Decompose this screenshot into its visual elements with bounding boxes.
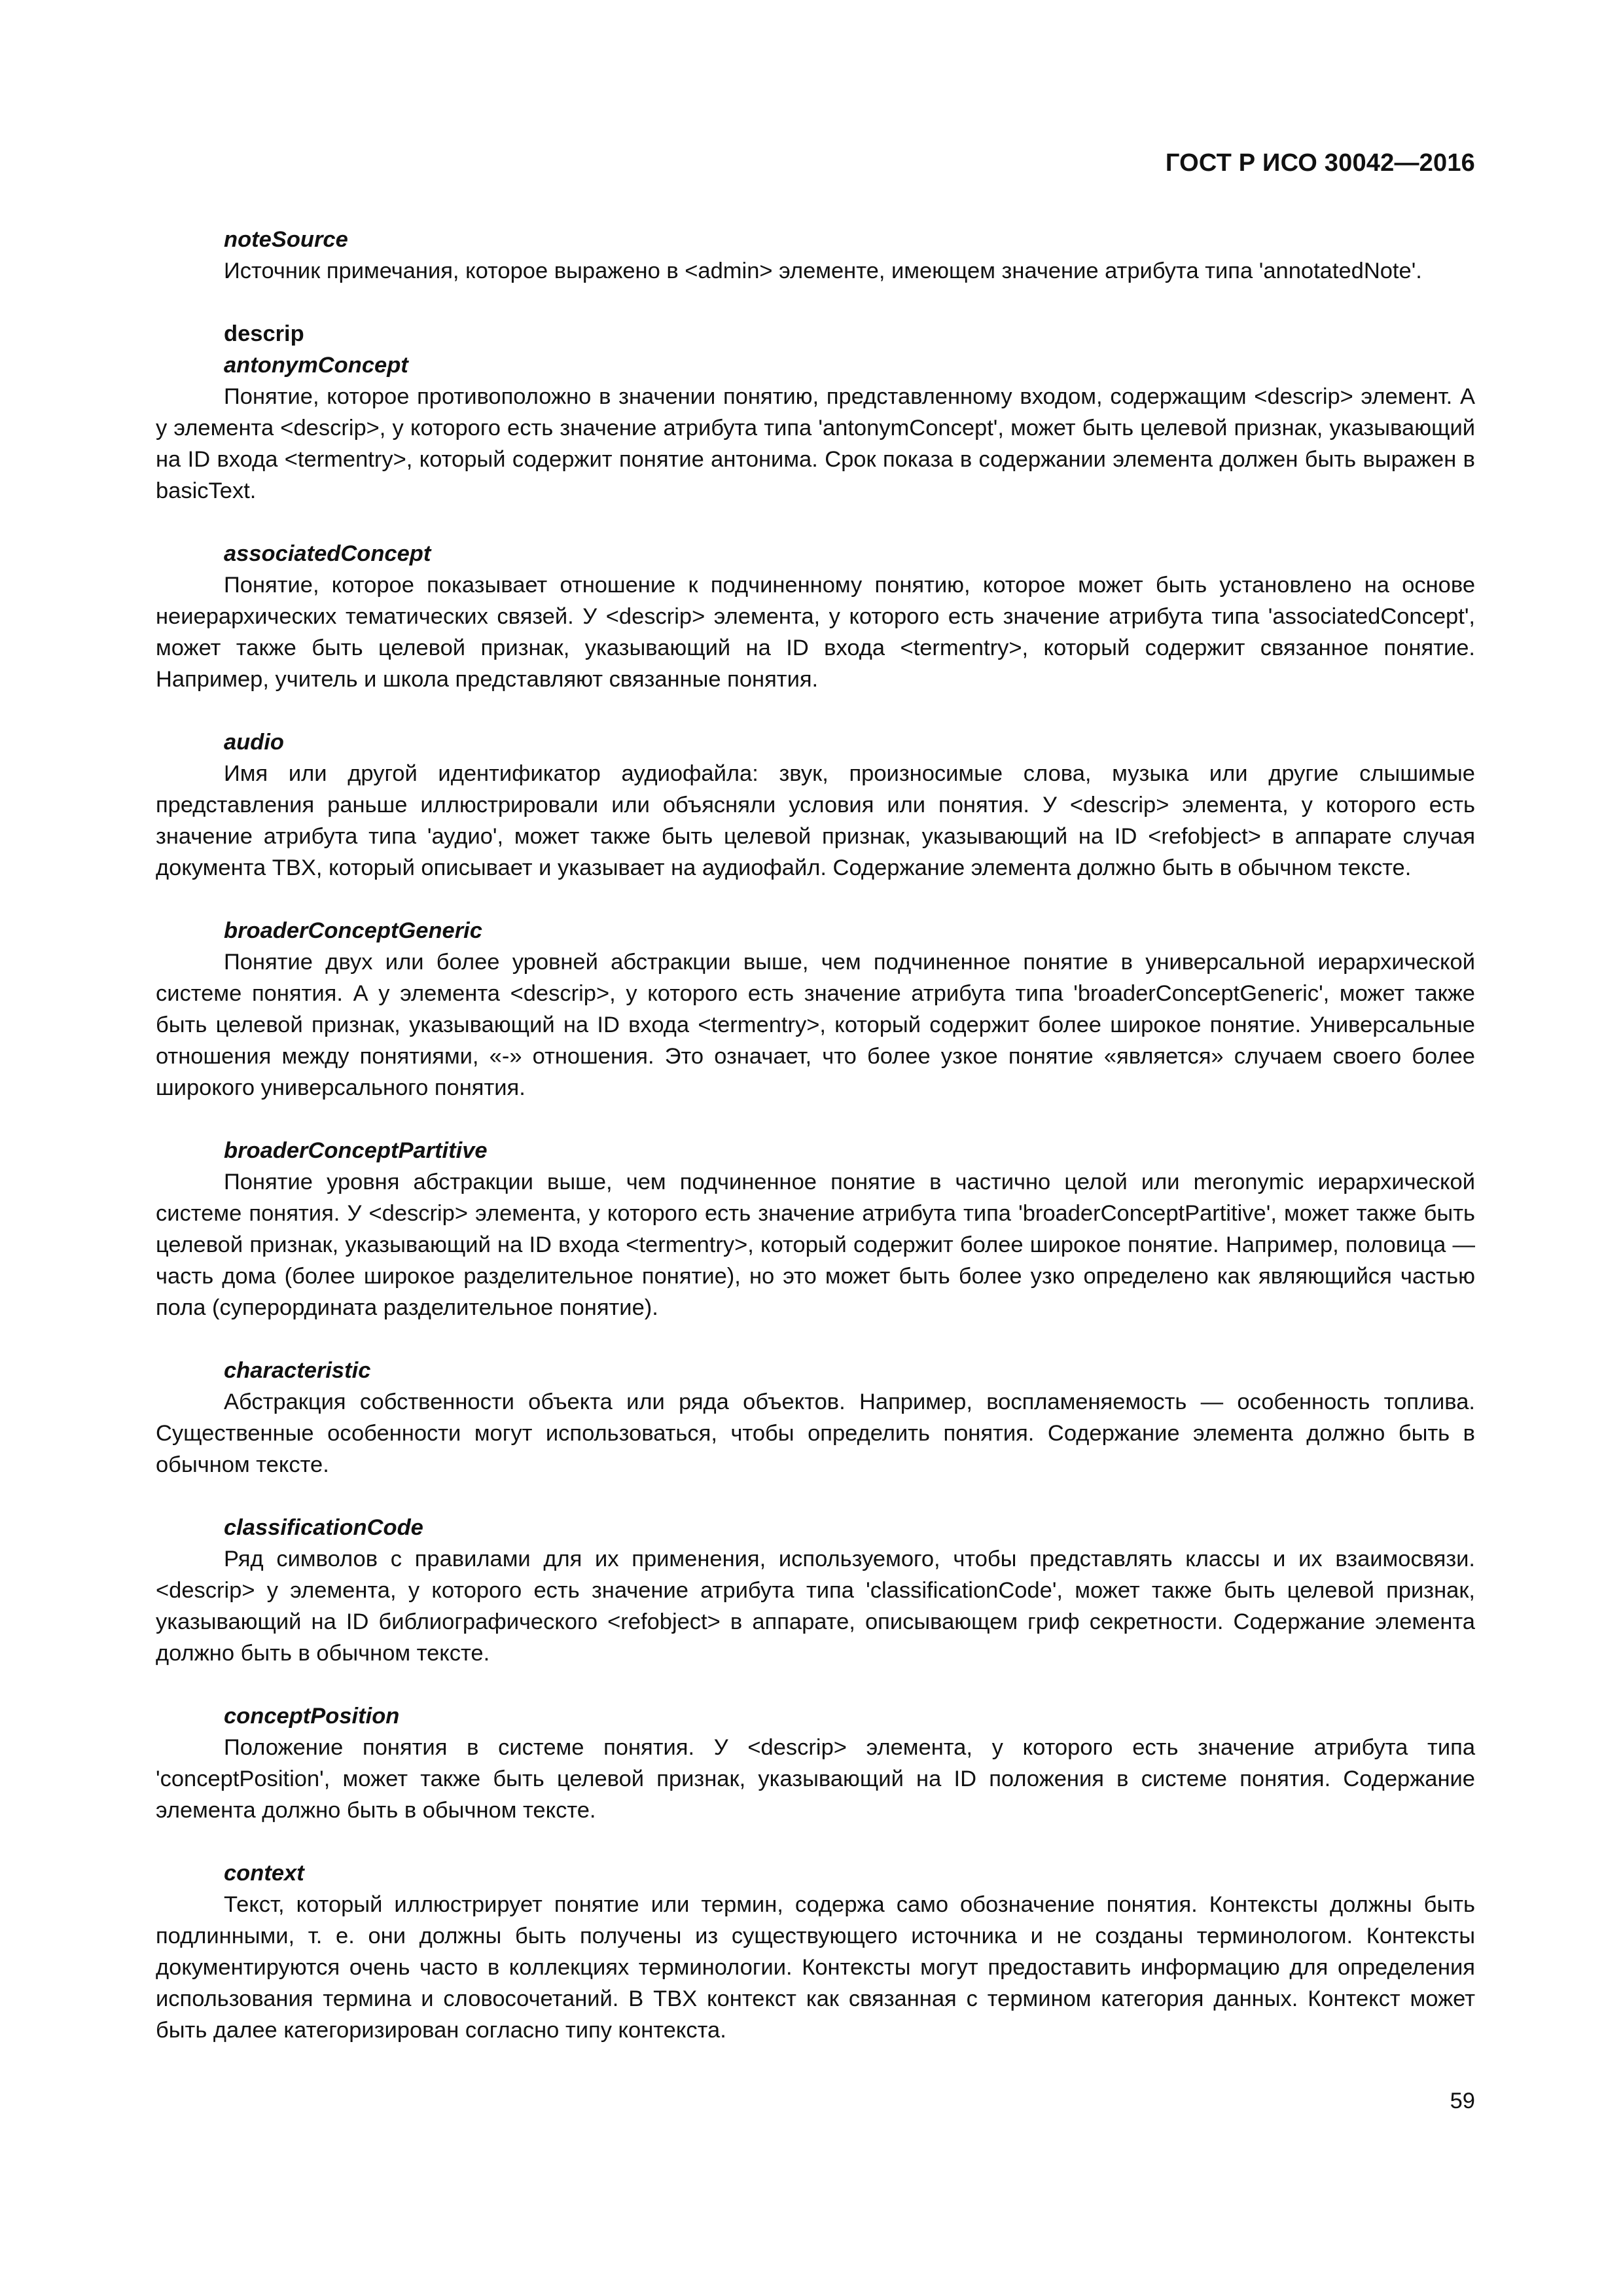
entry-description: Ряд символов с правилами для их применения, используемого, чтобы представлять классы и их взаимосвязи. <descrip> у элемента, у которого есть значение атрибута типа 'classificationCode', может также быть целевой признак, указывающий на ID библиографического <refobject> в аппарате, описывающем гриф секретности. Содержание элемента должно быть в обычном тексте. xyxy=(156,1547,1475,1666)
entry-description: Положение понятия в системе понятия. У <descrip> элемента, у которого есть значение атрибута типа 'conceptPosition', может также быть целевой признак, указывающий на ID положения в системе понятия. Содержание элемента должно быть в обычном тексте. xyxy=(156,1735,1475,1823)
entry-description: Источник примечания, которое выражено в <admin> элементе, имеющем значение атрибута типа 'annotatedNote'. xyxy=(224,259,1422,283)
entry-description: Понятие уровня абстракции выше, чем подчиненное понятие в частично целой или meronymic иерархической системе понятия. У <descrip> элемента, у которого есть значение атрибута типа 'broaderConceptPartitive', может также быть целевой признак, указывающий на ID входа <termentry>, который содержит более широкое понятие. Например, половица — часть дома (более широкое разделительное понятие), но это может быть более узко определено как являющийся частью пола (суперордината разделительное понятие). xyxy=(156,1170,1475,1320)
glossary-entry xyxy=(156,224,1475,287)
entry-term: broaderConceptPartitive xyxy=(224,1138,488,1163)
entry-term: associatedConcept xyxy=(224,541,431,566)
glossary-entry xyxy=(156,318,1475,507)
entry-term: noteSource xyxy=(224,227,348,252)
glossary-entry xyxy=(156,726,1475,884)
entry-description: Понятие, которое показывает отношение к подчиненному понятию, которое может быть установлено на основе неиерархических тематических связей. У <descrip> элемента, у которого есть значение атрибута типа 'associatedConcept', может также быть целевой признак, указывающий на ID входа <termentry>, который содержит связанное понятие. Например, учитель и школа представляют связанные понятия. xyxy=(156,573,1475,692)
entry-term: conceptPosition xyxy=(224,1704,400,1729)
glossary-entry xyxy=(156,1857,1475,2046)
standard-designation: ГОСТ Р ИСО 30042—2016 xyxy=(1165,149,1475,177)
entry-term: antonymConcept xyxy=(224,353,408,378)
entry-term: classificationCode xyxy=(224,1515,423,1540)
glossary-entry xyxy=(156,1700,1475,1826)
glossary-entry xyxy=(156,538,1475,695)
entry-term: context xyxy=(224,1861,304,1886)
glossary-entry xyxy=(156,1512,1475,1669)
entry-description: Имя или другой идентификатор аудиофайла: звук, произносимые слова, музыка или другие слышимые представления раньше иллюстрировали или объясняли условия или понятия. У <descrip> элемента, у которого есть значение атрибута типа 'аудио', может также быть целевой признак, указывающий на ID <refobject> в аппарате случая документа TBX, который описывает и указывает на аудиофайл. Содержание элемента должно быть в обычном тексте. xyxy=(156,761,1475,880)
glossary-entry xyxy=(156,1355,1475,1480)
entry-description: Текст, который иллюстрирует понятие или термин, содержа само обозначение понятия. Контексты должны быть подлинными, т. е. они должны быть получены из существующего источника и не созданы терминологом. Контексты документируются очень часто в коллекциях терминологии. Контексты могут предоставить информацию для определения использования термина и словосочетаний. В TBX контекст как связанная с термином категория данных. Контекст может быть далее категоризирован согласно типу контекста. xyxy=(156,1892,1475,2043)
entry-description: Абстракция собственности объекта или ряда объектов. Например, воспламеняемость — особенность топлива. Существенные особенности могут использоваться, чтобы определить понятия. Содержание элемента должно быть в обычном тексте. xyxy=(156,1390,1475,1477)
section-label: descrip xyxy=(224,321,304,346)
entry-term: broaderConceptGeneric xyxy=(224,918,482,943)
glossary-body xyxy=(156,224,1475,2077)
entry-description: Понятие двух или более уровней абстракции выше, чем подчиненное понятие в универсальной иерархической системе понятия. А у элемента <descrip>, у которого есть значение атрибута типа 'broaderConceptGeneric', может также быть целевой признак, указывающий на ID входа <termentry>, который содержит более широкое понятие. Универсальные отношения между понятиями, «-» отношения. Это означает, что более узкое понятие «является» случаем своего более широкого универсального понятия. xyxy=(156,950,1475,1100)
glossary-entry xyxy=(156,915,1475,1103)
entry-term: audio xyxy=(224,730,284,755)
entry-term: characteristic xyxy=(224,1358,371,1383)
page-number: 59 xyxy=(1450,2089,1475,2113)
entry-description: Понятие, которое противоположно в значении понятию, представленному входом, содержащим <descrip> элемент. А у элемента <descrip>, у которого есть значение атрибута типа 'antonymConcept', может быть целевой признак, указывающий на ID входа <termentry>, который содержит понятие антонима. Срок показа в содержании элемента должен быть выражен в basicText. xyxy=(156,384,1475,503)
glossary-entry xyxy=(156,1135,1475,1323)
